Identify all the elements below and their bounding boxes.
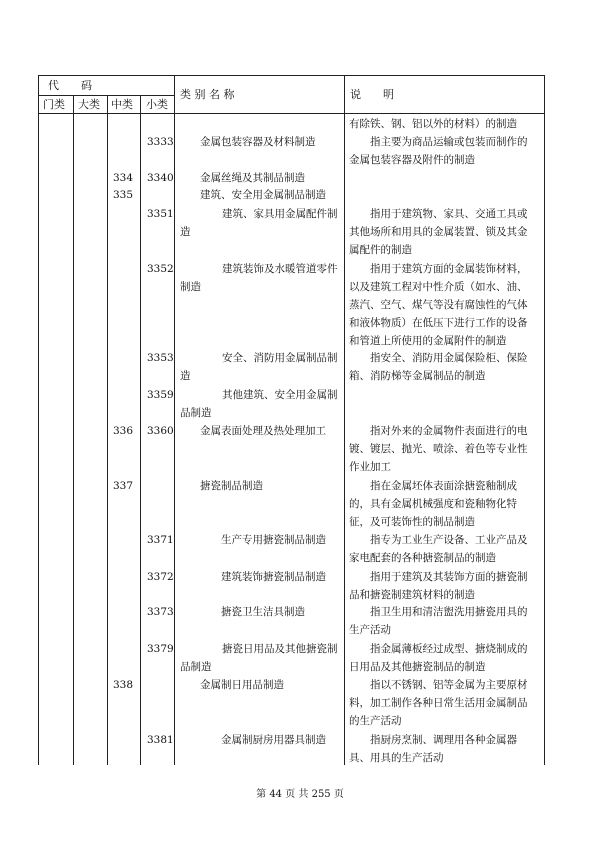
- row-xiao-code: 3373: [147, 606, 174, 618]
- row-description: 指用于建筑方面的金属装饰材料，以及建筑工程对中性介质（如水、油、蒸汽、空气、煤气等没有腐蚀性的气体和液体物质）在低压下进行工作的设备和管道上所使用的金属附件的制造: [349, 263, 528, 347]
- row-xiao-code: 3360: [147, 425, 174, 437]
- row-description: 指卫生用和清洁盥洗用搪瓷用具的生产活动: [349, 606, 528, 636]
- row-xiao-code: 3352: [147, 263, 174, 275]
- row-xiao-code: 3379: [147, 643, 174, 655]
- row-category-name: 建筑、家具用金属配件制造: [180, 208, 338, 238]
- row-category-name: 金属制日用品制造: [200, 679, 284, 691]
- column-divider: [107, 95, 108, 765]
- row-xiao-code: 3381: [147, 734, 174, 746]
- header-bottom-rule: [38, 113, 544, 114]
- row-description: 指安全、消防用金属保险柜、保险箱、消防梯等金属制品的制造: [349, 352, 528, 382]
- table-border-left: [38, 75, 39, 765]
- row-category-name: 安全、消防用金属制品制造: [180, 352, 338, 382]
- row-description: 指在金属坯体表面涂搪瓷釉制成的，具有金属机械强度和瓷釉物化特征，及可装饰性的制品制造: [349, 480, 517, 528]
- column-divider: [73, 95, 74, 765]
- header-men: 门类: [43, 98, 65, 111]
- column-divider: [140, 95, 141, 765]
- row-xiao-code: 3353: [147, 352, 174, 364]
- row-category-name: 建筑、安全用金属制品制造: [200, 189, 326, 201]
- header-zhong: 中类: [111, 98, 133, 111]
- header-explanation: 说 明: [350, 88, 394, 101]
- row-category-name: 金属包装容器及材料制造: [200, 136, 316, 148]
- row-zhong-code: 335: [113, 189, 134, 201]
- row-description: 指以不锈钢、铝等金属为主要原材料，加工制作各种日常生活用金属制品的生产活动: [349, 679, 528, 727]
- row-description: 指对外来的金属物件表面进行的电镀、镀层、抛光、喷涂、着色等专业性作业加工: [349, 425, 528, 473]
- header-code: 代 码: [48, 79, 92, 92]
- row-description: 指厨房烹制、调理用各种金属器具、用具的生产活动: [349, 734, 517, 764]
- row-zhong-code: 338: [113, 679, 134, 691]
- row-description: 指主要为商品运输或包装而制作的金属包装容器及附件的制造: [349, 136, 528, 166]
- row-category-name: 建筑装饰及水暖管道零件制造: [180, 263, 338, 293]
- row-xiao-code: 3372: [147, 571, 174, 583]
- table-border-top: [38, 75, 544, 76]
- row-description: 指用于建筑物、家具、交通工具或其他场所和用具的金属装置、锁及其金属配件的制造: [349, 208, 528, 256]
- row-category-name: 其他建筑、安全用金属制品制造: [180, 389, 338, 419]
- column-divider: [174, 75, 175, 765]
- row-xiao-code: 3333: [147, 136, 174, 148]
- row-category-name: 建筑装饰搪瓷制品制造: [221, 571, 326, 583]
- table-border-right: [544, 75, 545, 765]
- row-category-name: 搪瓷制品制造: [200, 480, 263, 492]
- row-description: 指用于建筑及其装饰方面的搪瓷制品和搪瓷制建筑材料的制造: [349, 571, 528, 601]
- header-da: 大类: [78, 98, 100, 111]
- row-category-name: 搪瓷日用品及其他搪瓷制品制造: [180, 643, 338, 673]
- page-number: 第 44 页 共 255 页: [256, 789, 344, 800]
- row-xiao-code: 3340: [147, 172, 174, 184]
- row-category-name: 金属制厨房用器具制造: [221, 734, 326, 746]
- header-code-divider: [38, 95, 174, 96]
- row-zhong-code: 337: [113, 480, 134, 492]
- row-category-name: 生产专用搪瓷制品制造: [221, 534, 326, 546]
- header-category-name: 类 别 名 称: [180, 88, 235, 101]
- row-category-name: 金属表面处理及热处理加工: [200, 425, 326, 437]
- row-zhong-code: 336: [113, 425, 134, 437]
- row-description: 指专为工业生产设备、工业产品及家电配套的各种搪瓷制品的制造: [349, 534, 528, 564]
- row-description: 指金属薄板经过成型、搪烧制成的日用品及其他搪瓷制品的制造: [349, 643, 528, 673]
- column-divider: [344, 75, 345, 765]
- header-xiao: 小类: [146, 98, 168, 111]
- row-description: 有除铁、钢、铝以外的材料）的制造: [349, 118, 517, 130]
- row-category-name: 金属丝绳及其制品制造: [200, 172, 305, 184]
- row-xiao-code: 3351: [147, 208, 174, 220]
- row-zhong-code: 334: [113, 172, 134, 184]
- row-xiao-code: 3371: [147, 534, 174, 546]
- row-category-name: 搪瓷卫生洁具制造: [221, 606, 305, 618]
- row-xiao-code: 3359: [147, 389, 174, 401]
